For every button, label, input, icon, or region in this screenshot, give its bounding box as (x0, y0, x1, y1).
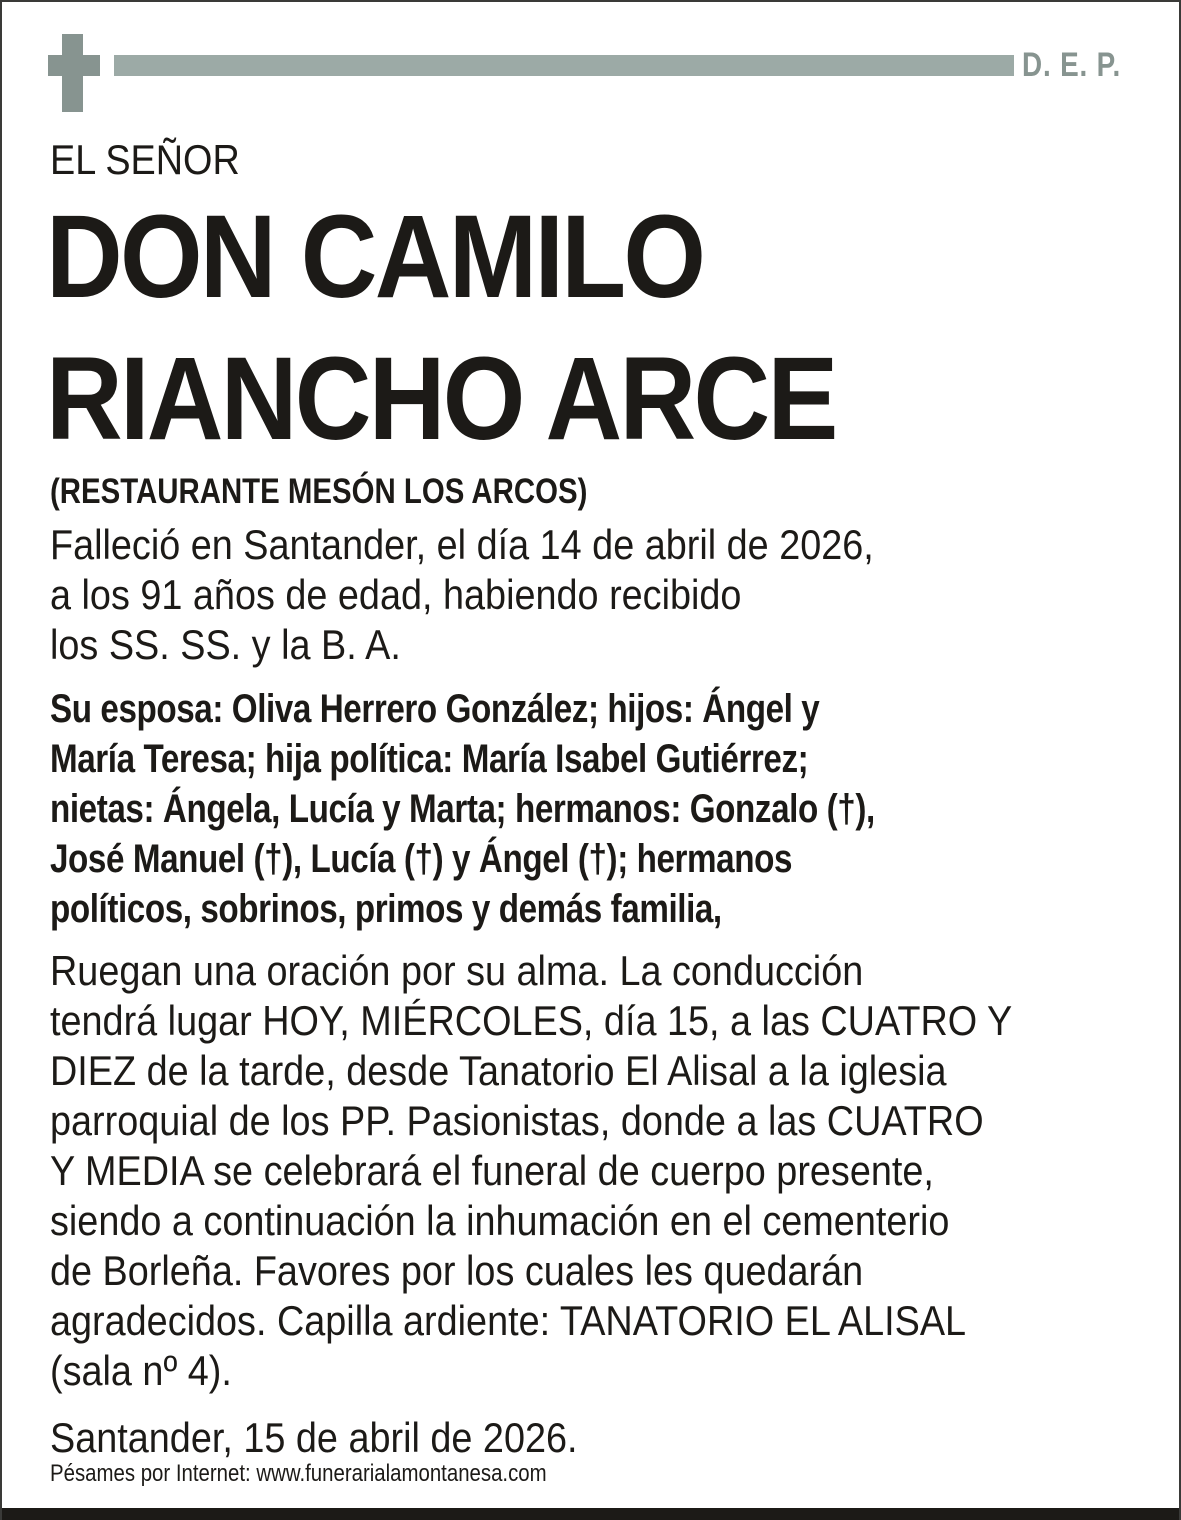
closing-place-date: Santander, 15 de abril de 2026. (50, 1414, 578, 1461)
death-paragraph (50, 520, 965, 670)
title-prefix: EL SEÑOR (50, 136, 240, 183)
text-line: de Borleña. Favores por los cuales les quedarán (50, 1247, 864, 1294)
deceased-name-line-1: DON CAMILO (46, 191, 704, 323)
condolences-footer: Pésames por Internet: www.funerarialamontanesa.com (50, 1460, 547, 1487)
text-line: Ruegan una oración por su alma. La conducción (50, 947, 864, 994)
text-line: Y MEDIA se celebrará el funeral de cuerpo presente, (50, 1147, 934, 1194)
deceased-name-line-2: RIANCHO ARCE (46, 333, 836, 465)
text-line: José Manuel (†), Lucía (†) y Ángel (†); hermanos (50, 837, 792, 881)
text-line: María Teresa; hija política: María Isabel Gutiérrez; (50, 737, 809, 781)
text-line: (sala nº 4). (50, 1347, 232, 1394)
text-line: DIEZ de la tarde, desde Tanatorio El Alisal a la iglesia (50, 1047, 947, 1094)
text-line: parroquial de los PP. Pasionistas, donde a las CUATRO (50, 1097, 984, 1144)
text-line: Su esposa: Oliva Herrero González; hijos: Ángel y (50, 687, 820, 731)
service-paragraph (50, 946, 1119, 1396)
dep-label: D. E. P. (1022, 46, 1122, 84)
text-line: políticos, sobrinos, primos y demás familia, (50, 887, 722, 931)
family-paragraph (50, 684, 1044, 934)
text-line: los SS. SS. y la B. A. (50, 621, 401, 668)
subtitle: (RESTAURANTE MESÓN LOS ARCOS) (50, 472, 588, 511)
bottom-border (2, 1508, 1179, 1520)
text-line: Falleció en Santander, el día 14 de abril de 2026, (50, 521, 874, 568)
text-line: nietas: Ángela, Lucía y Marta; hermanos: Gonzalo (†), (50, 787, 875, 831)
cross-icon-arm (48, 55, 100, 76)
text-line: agradecidos. Capilla ardiente: TANATORIO EL ALISAL (50, 1297, 967, 1344)
text-line: siendo a continuación la inhumación en el cementerio (50, 1197, 950, 1244)
text-line: a los 91 años de edad, habiendo recibido (50, 571, 742, 618)
text-line: tendrá lugar HOY, MIÉRCOLES, día 15, a las CUATRO Y (50, 997, 1013, 1044)
header-rule (114, 55, 1014, 76)
